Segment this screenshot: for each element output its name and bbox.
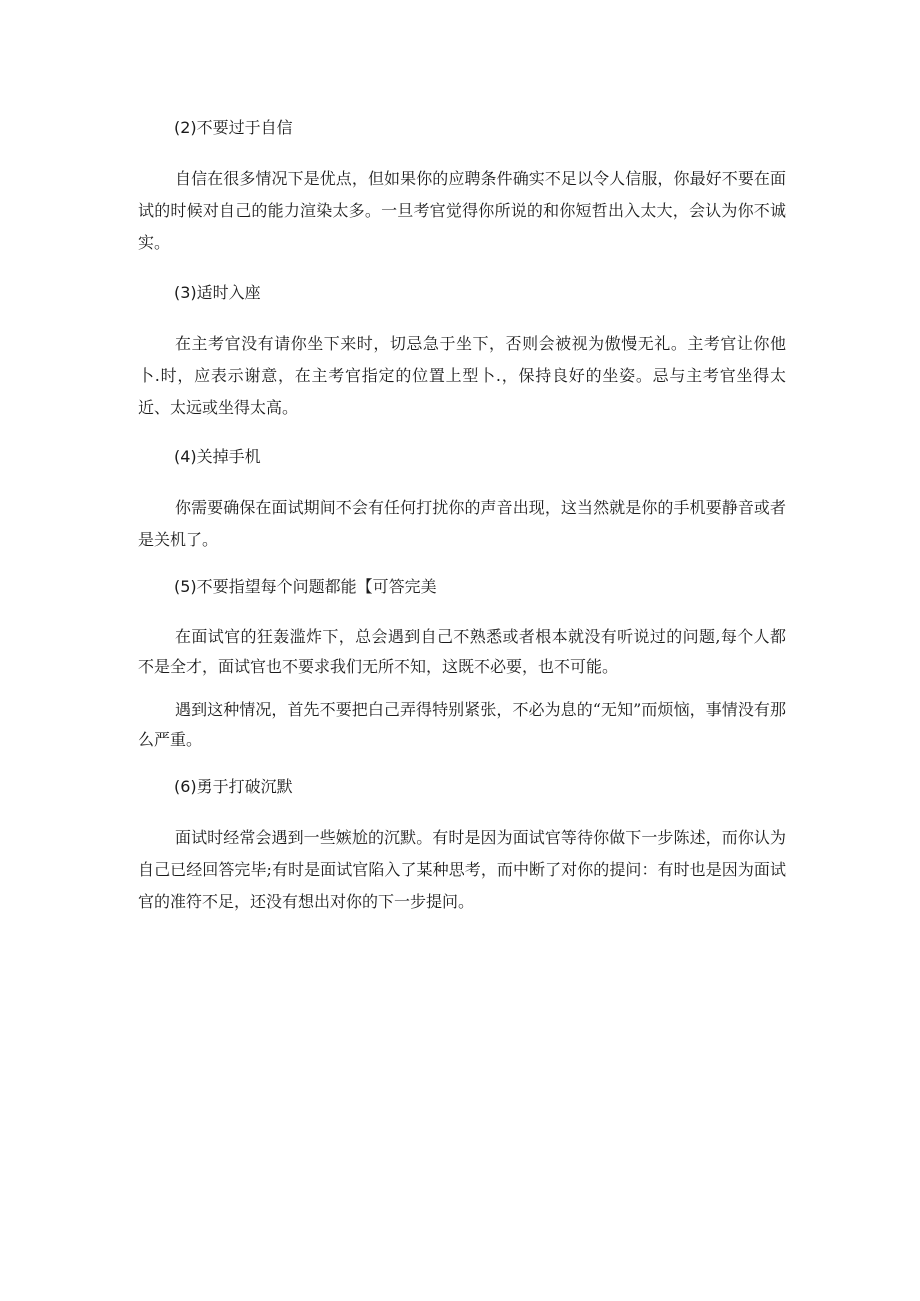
section-heading-3: (3)适时入座: [174, 283, 261, 302]
section-heading-4: (4)关掉手机: [174, 447, 261, 466]
section-heading-6: (6)勇于打破沉默: [174, 777, 293, 796]
section-heading-2: (2)不要过于自信: [174, 118, 293, 137]
section-paragraph-2: 自信在很多情况下是优点，但如果你的应聘条件确实不足以令人信服，你最好不要在面试的时候对自己的能力渲染太多。一旦考官觉得你所说的和你短哲出入太大，会认为你不诚实。: [138, 169, 786, 252]
section-paragraph-5a: 在面试官的狂轰滥炸下，总会遇到自己不熟悉或者根本就没有听说过的问题,每个人都不是全才，面试官也不要求我们无所不知，这既不必要，也不可能。: [138, 627, 786, 676]
section-paragraph-3: 在主考官没有请你坐下来时，切忌急于坐下，否则会被视为傲慢无礼。主考官让你他卜.时，应表示谢意，在主考官指定的位置上型卜.，保持良好的坐姿。忌与主考官坐得太近、太远或坐得太高。: [138, 334, 786, 417]
section-heading-5: (5)不要指望每个问题都能【可答完美: [174, 577, 437, 596]
section-paragraph-6: 面试时经常会遇到一些嫉尬的沉默。有时是因为面试官等待你做下一步陈述，而你认为自己已经回答完毕;有时是面试官陷入了某种思考，而中断了对你的提问：有时也是因为面试官的准符不足，还没有想出对你的下一步提问。: [138, 828, 786, 911]
section-paragraph-5b: 遇到这种情况，首先不要把白己弄得特别紧张，不必为息的“无知”而烦恼，事情没有那么严重。: [138, 700, 786, 749]
section-paragraph-4: 你需要确保在面试期间不会有任何打扰你的声音出现，这当然就是你的手机要静音或者是关机了。: [138, 498, 786, 549]
